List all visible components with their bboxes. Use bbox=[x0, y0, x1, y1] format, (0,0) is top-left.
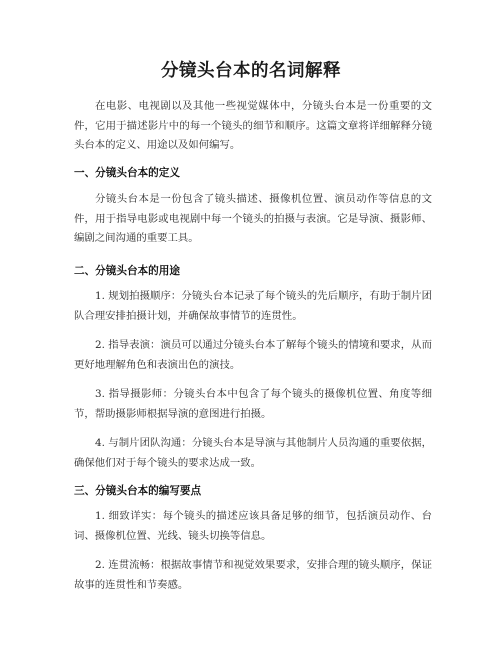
usage-item-4: 4. 与制片团队沟通：分镜头台本是导演与其他制片人员沟通的重要依据，确保他们对于每个镜头的要求达成一致。 bbox=[74, 437, 432, 469]
section-heading-writing: 三、分镜头台本的编写要点 bbox=[74, 485, 202, 497]
usage-item-1: 1. 规划拍摄顺序：分镜头台本记录了每个镜头的先后顺序，有助于制片团队合理安排拍摄计划，并确保故事情节的连贯性。 bbox=[74, 290, 432, 322]
section-heading-usage: 二、分镜头台本的用途 bbox=[74, 265, 180, 277]
usage-item-3: 3. 指导摄影师：分镜头台本中包含了每个镜头的摄像机位置、角度等细节，帮助摄影师根据导演的意图进行拍摄。 bbox=[74, 388, 432, 420]
writing-item-1: 1. 细致详实：每个镜头的描述应该具备足够的细节，包括演员动作、台词、摄像机位置、光线、镜头切换等信息。 bbox=[74, 510, 432, 542]
intro-paragraph: 在电影、电视剧以及其他一些视觉媒体中，分镜头台本是一份重要的文件，它用于描述影片中的每一个镜头的细节和顺序。这篇文章将详细解释分镜头台本的定义、用途以及如何编写。 bbox=[74, 100, 432, 151]
document-title: 分镜头台本的名词解释 bbox=[161, 61, 341, 81]
section-heading-definition: 一、分镜头台本的定义 bbox=[74, 167, 180, 179]
writing-item-2: 2. 连贯流畅：根据故事情节和视觉效果要求，安排合理的镜头顺序，保证故事的连贯性和节奏感。 bbox=[74, 559, 432, 591]
usage-item-2: 2. 指导表演：演员可以通过分镜头台本了解每个镜头的情境和要求，从而更好地理解角色和表演出色的演技。 bbox=[74, 339, 432, 371]
definition-paragraph: 分镜头台本是一份包含了镜头描述、摄像机位置、演员动作等信息的文件，用于指导电影或电视剧中每一个镜头的拍摄与表演。它是导演、摄影师、编剧之间沟通的重要工具。 bbox=[74, 193, 432, 244]
